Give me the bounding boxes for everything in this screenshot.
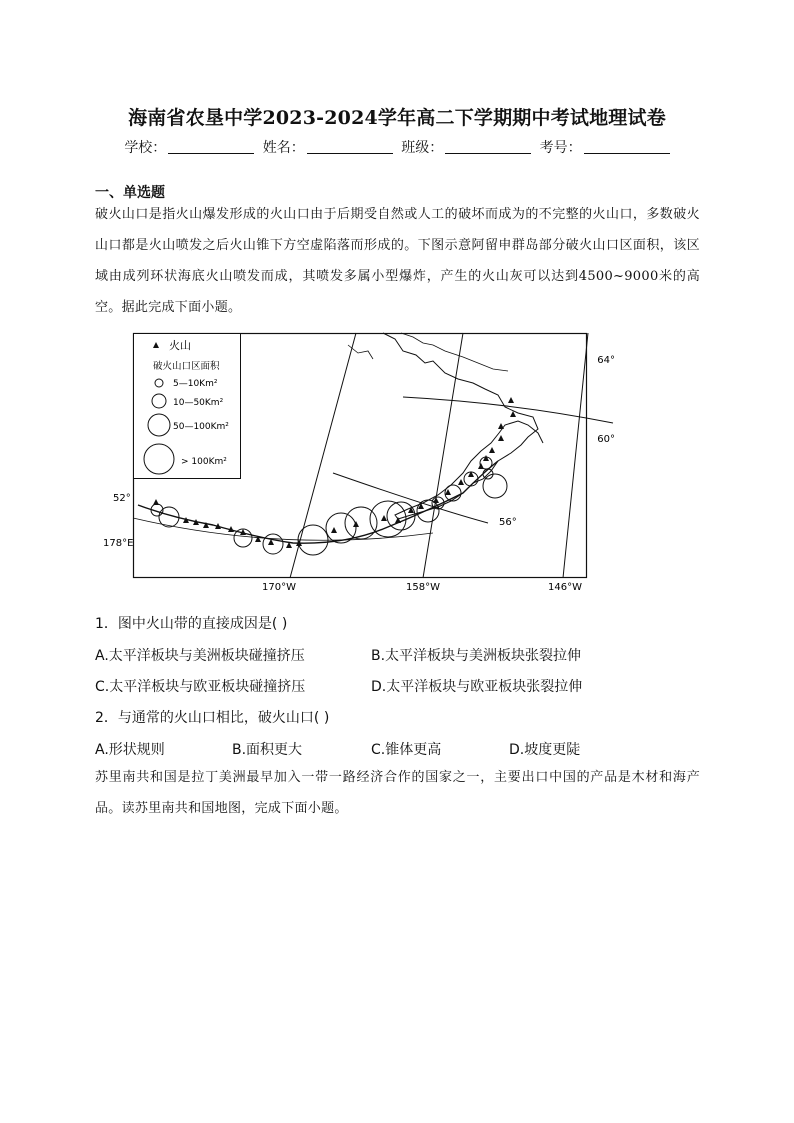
lat-label-52: 52° [113, 493, 131, 504]
aleutian-caldera-map [103, 333, 615, 595]
legend-class-4: > 100Km² [181, 457, 227, 467]
question-1-option-a[interactable]: A.太平洋板块与美洲板块碰撞挤压 [95, 648, 305, 664]
question-2-option-d[interactable]: D.坡度更陡 [509, 742, 581, 758]
school-field[interactable]: 学校： [124, 137, 254, 157]
passage-caldera: 破火山口是指火山爆发形成的火山口由于后期受自然或人工的破坏而成为的不完整的火山口，多数破火山口都是火山喷发之后火山锥下方空虚陷落而形成的。下图示意阿留申群岛部分破火山口区面积，该区域由成列环状海底火山喷发而成，其喷发多属小型爆炸，产生的火山灰可以达到4500~9000米的高空。据此完成下面小题。 [95, 207, 700, 315]
legend-volcano-label: 火山 [169, 339, 191, 352]
passage-suriname: 苏里南共和国是拉丁美洲最早加入一带一路经济合作的国家之一，主要出口中国的产品是木材和海产品。读苏里南共和国地图，完成下面小题。 [95, 770, 700, 816]
lon-label-178e: 178°E [103, 538, 134, 549]
student-info-line [0, 137, 794, 157]
legend-area-title: 破火山口区面积 [153, 361, 220, 372]
lat-label-56: 56° [499, 517, 517, 528]
question-2-option-a[interactable]: A.形状规则 [95, 742, 165, 758]
exam-title: 海南省农垦中学2023-2024学年高二下学期期中考试地理试卷 [128, 107, 666, 129]
lon-label-170w: 170°W [262, 582, 296, 593]
class-field[interactable]: 班级： [401, 137, 531, 157]
legend-class-1: 5—10Km² [173, 379, 218, 389]
question-2-option-c[interactable]: C.锥体更高 [371, 742, 442, 758]
legend-class-3: 50—100Km² [173, 422, 229, 432]
name-field[interactable]: 姓名： [263, 137, 393, 157]
lat-label-60: 60° [597, 434, 615, 445]
question-1-option-b[interactable]: B.太平洋板块与美洲板块张裂拉伸 [371, 648, 582, 664]
section-title: 一、单选题 [95, 185, 165, 201]
question-1-stem: 1．图中火山带的直接成因是( ) [95, 616, 288, 632]
lon-label-146w: 146°W [548, 582, 582, 593]
lat-label-64: 64° [597, 355, 615, 366]
question-2-option-b[interactable]: B.面积更大 [232, 742, 303, 758]
legend-class-2: 10—50Km² [173, 398, 224, 408]
question-2-stem: 2．与通常的火山口相比，破火山口( ) [95, 710, 330, 726]
question-1-option-d[interactable]: D.太平洋板块与欧亚板块张裂拉伸 [371, 679, 583, 695]
question-1-option-c[interactable]: C.太平洋板块与欧亚板块碰撞挤压 [95, 679, 306, 695]
lon-label-158w: 158°W [406, 582, 440, 593]
exam-number-field[interactable]: 考号： [540, 137, 670, 157]
